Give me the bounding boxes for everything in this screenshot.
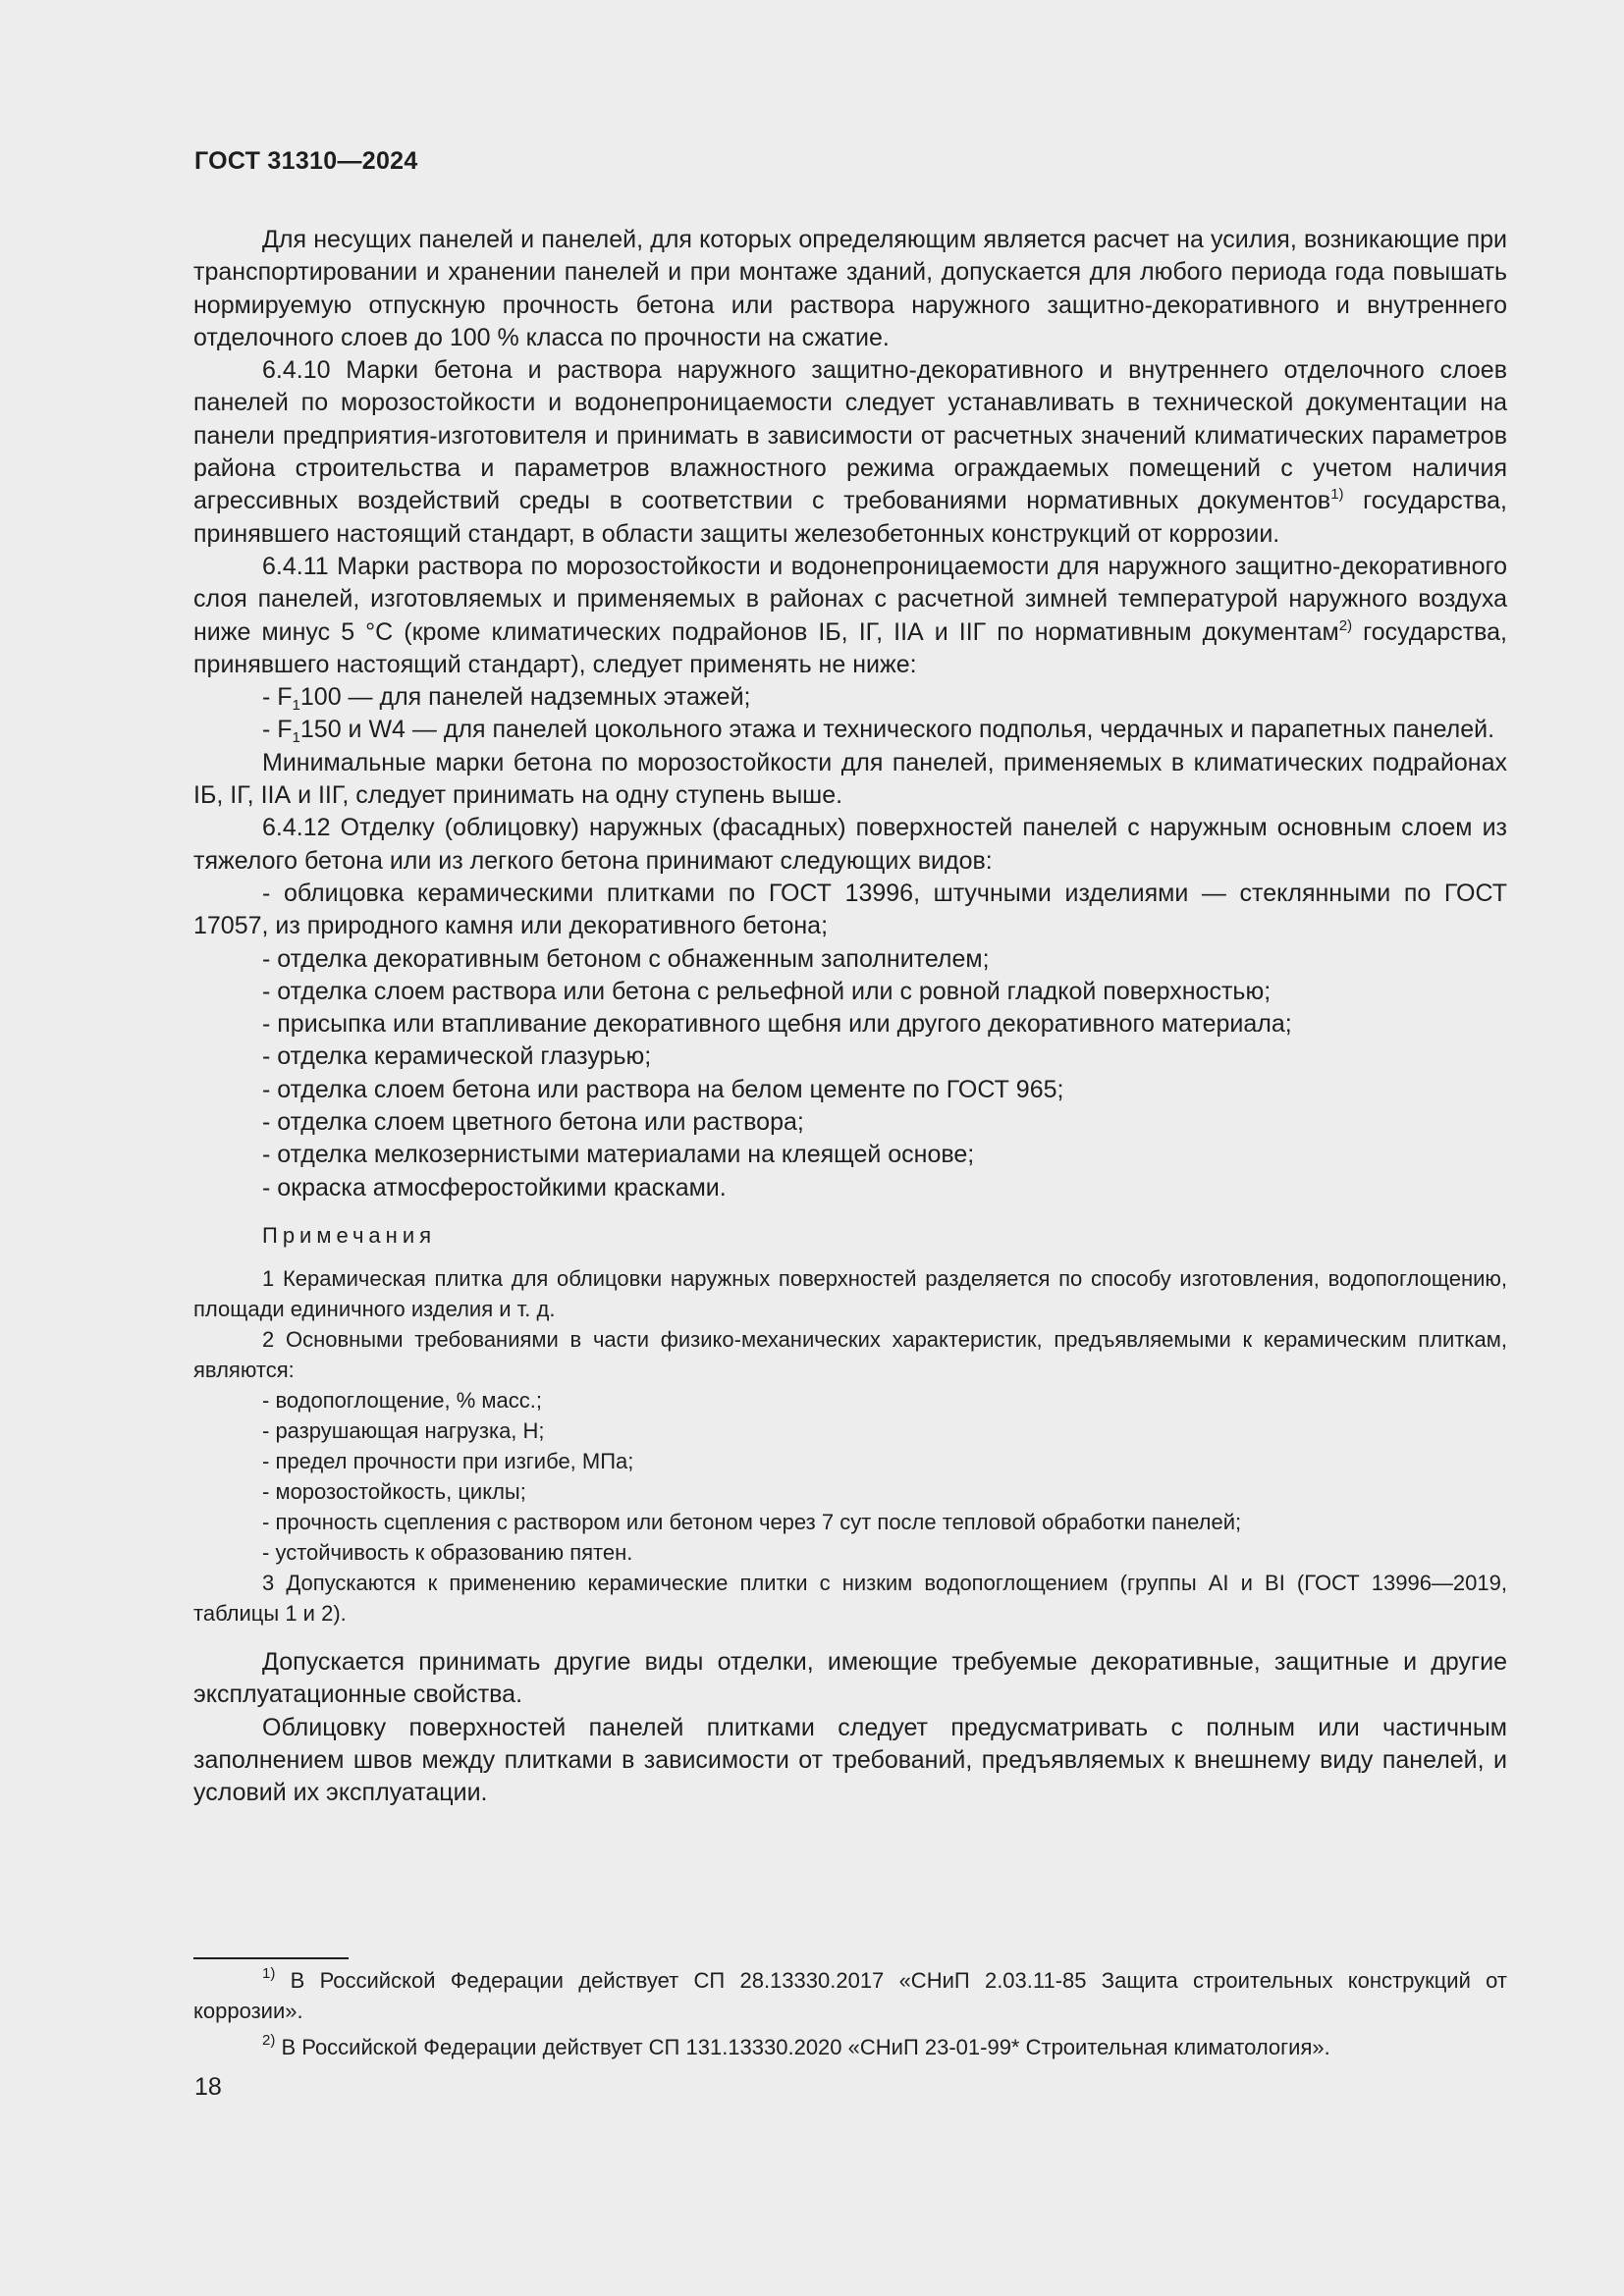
note: 3 Допускаются к применению керамические плитки с низким водопоглощением (группы AI и BI (ГОСТ 13996—2019, таблицы 1 и 2).: [193, 1570, 1507, 1626]
list-item: - отделка слоем цветного бетона или раствора;: [262, 1108, 804, 1137]
list-item: - разрушающая нагрузка, Н;: [262, 1417, 545, 1443]
footnote-divider: [193, 1957, 349, 1959]
list-item: - прочность сцепления с раствором или бетоном через 7 сут после тепловой обработки панелей;: [262, 1509, 1242, 1534]
document-body: [193, 224, 1507, 1809]
list-item: - отделка слоем раствора или бетона с рельефной или с ровной гладкой поверхностью;: [262, 977, 1272, 1005]
paragraph-6-4-10: 6.4.10 Марки бетона и раствора наружного защитно-декоративного и внутреннего отделочного слоев панелей по морозостойкости и водонепроницаемости следует устанавливать в технической документации на панели предприятия-изготовителя и принимать в зависимости от расчетных значений климатических параметров района строительства и параметров влажностного режима ограждаемых помещений с учетом наличия агрессивных воздействий среды в соответствии с требованиями нормативных документов$^{1)}$ государства, принявшего настоящий стандарт, в области защиты железобетонных конструкций от коррозии.: [193, 356, 1507, 548]
closing-paragraphs: [193, 1646, 1507, 1809]
paragraph-6-4-11: 6.4.11 Марки раствора по морозостойкости и водонепроницаемости для наружного защитно-декоративного слоя панелей, изготовляемых и применяемых в районах с расчетной зимней температурой наружного воздуха ниже минус 5 °С (кроме климатических подрайонов IБ, IГ, IIА и IIГ по нормативным документам$^{2)}$ государства, принявшего настоящий стандарт), следует применять не ниже:: [193, 552, 1507, 678]
document-header: ГОСТ 31310—2024: [194, 147, 418, 175]
note: 1 Керамическая плитка для облицовки наружных поверхностей разделяется по способу изготовления, водопоглощению, площади единичного изделия и т. д.: [193, 1265, 1507, 1321]
paragraph: Для несущих панелей и панелей, для которых определяющим является расчет на усилия, возникающие при транспортировании и хранении панелей и при монтаже зданий, допускается для любого периода года повышать нормируемую отпускную прочность бетона или раствора наружного защитно-декоративного и внутреннего отделочного слоев до 100 % класса по прочности на сжатие.: [193, 226, 1507, 351]
list-item: - устойчивость к образованию пятен.: [262, 1539, 633, 1565]
list-item: - облицовка керамическими плитками по ГОСТ 13996, штучными изделиями — стеклянными по ГОСТ 17057, из природного камня или декоративного бетона;: [193, 879, 1507, 940]
paragraph-6-4-12: 6.4.12 Отделку (облицовку) наружных (фасадных) поверхностей панелей с наружным основным слоем из тяжелого бетона или из легкого бетона принимают следующих видов:: [193, 814, 1507, 875]
footnote-ref: 1): [1330, 486, 1344, 504]
list-item: - морозостойкость, циклы;: [262, 1478, 526, 1504]
note: 2 Основными требованиями в части физико-механических характеристик, предъявляемыми к керамическим плиткам, являются:: [193, 1326, 1507, 1382]
list-item: - $F_1150$ и W4 — для панелей цокольного этажа и технического подполья, чердачных и парапетных панелей.: [262, 716, 1495, 747]
paragraph: Допускается принимать другие виды отделки, имеющие требуемые декоративные, защитные и другие эксплуатационные свойства.: [193, 1647, 1507, 1709]
page-number: 18: [194, 2073, 222, 2101]
list-item: - отделка керамической глазурью;: [262, 1042, 652, 1071]
list-item: - водопоглощение, % масс.;: [262, 1387, 542, 1413]
list-item: - присыпка или втапливание декоративного щебня или другого декоративного материала;: [262, 1010, 1292, 1039]
paragraph: Минимальные марки бетона по морозостойкости для панелей, применяемых в климатических подрайонах IБ, IГ, IIА и IIГ, следует принимать на одну ступень выше.: [193, 748, 1507, 810]
footnotes: [193, 1965, 1507, 2062]
footnote: $^{1)}$ В Российской Федерации действует СП 28.13330.2017 «СНиП 2.03.11-85 Защита строительных конструкций от коррозии».: [193, 1965, 1507, 2023]
list-item: - отделка слоем бетона или раствора на белом цементе по ГОСТ 965;: [262, 1075, 1064, 1103]
paragraph: Облицовку поверхностей панелей плитками следует предусматривать с полным или частичным заполнением швов между плитками в зависимости от требований, предъявляемых к внешнему виду панелей, и условий их эксплуатации.: [193, 1713, 1507, 1807]
footnote-ref: 2): [1338, 616, 1353, 634]
list-item: - $F_1100$ — для панелей надземных этажей;: [262, 683, 751, 715]
footnote: $^{2)}$ В Российской Федерации действует СП 131.13330.2020 «СНиП 23-01-99* Строительная климатология».: [262, 2032, 1330, 2059]
notes-title: Примечания: [262, 1222, 437, 1248]
list-item: - предел прочности при изгибе, МПа;: [262, 1448, 634, 1473]
list-item: - окраска атмосферостойкими красками.: [262, 1173, 727, 1201]
notes-block: [193, 1263, 1507, 1629]
list-item: - отделка мелкозернистыми материалами на клеящей основе;: [262, 1141, 975, 1169]
list-item: - отделка декоративным бетоном с обнаженным заполнителем;: [262, 944, 990, 973]
